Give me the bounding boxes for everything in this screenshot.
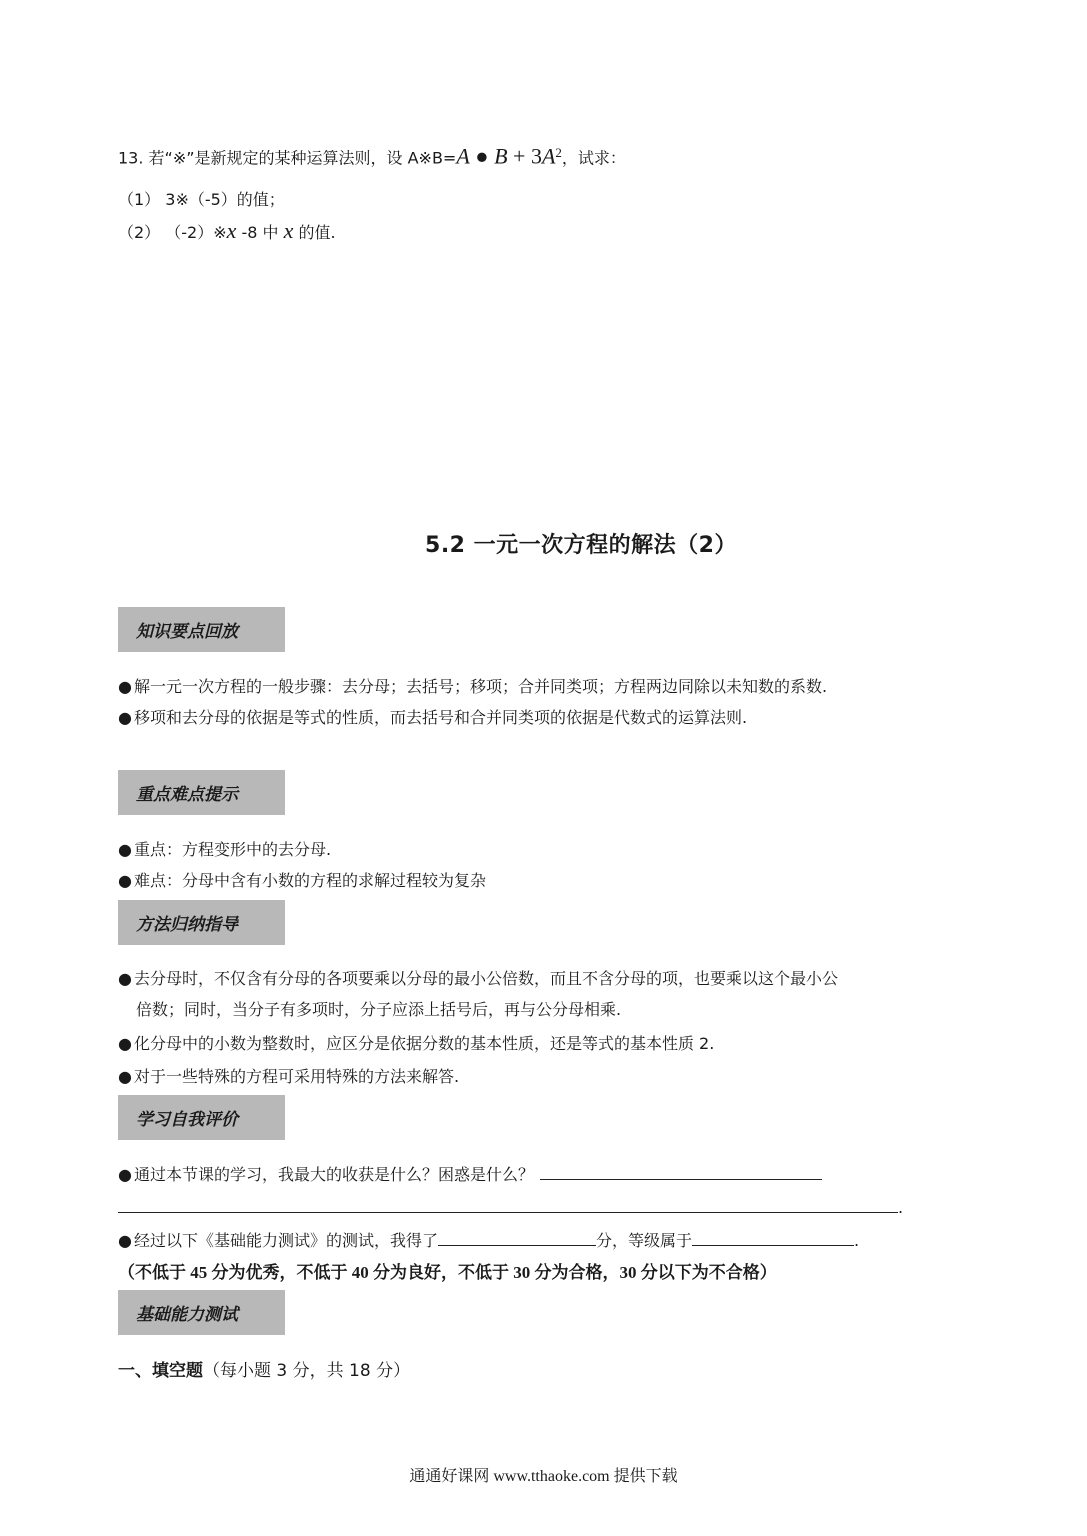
- q13-formula-dot: ●: [469, 143, 495, 169]
- knowledge-item-1: [118, 676, 827, 698]
- knowledge-item-2-text: 移项和去分母的依据是等式的性质，而去括号和合并同类项的依据是代数式的运算法则.: [133, 708, 748, 727]
- method-item-2: [118, 1033, 714, 1055]
- section-key-points: [118, 770, 285, 815]
- grade-blank[interactable]: [692, 1229, 854, 1246]
- method-item-3-text: 对于一些特殊的方程可采用特殊的方法来解答.: [133, 1067, 460, 1086]
- section-key-points-label: 重点难点提示: [136, 785, 238, 805]
- bullet-icon: ●: [118, 677, 132, 696]
- grading-criteria: （不低于 45 分为优秀，不低于 40 分为良好，不低于 30 分为合格，30 分以下为不合格）: [118, 1263, 777, 1282]
- method-item-1-cont: 倍数；同时，当分子有多项时，分子应添上括号后，再与公分母相乘.: [136, 1000, 622, 1019]
- method-item-3: [118, 1066, 459, 1088]
- section-self-eval-label: 学习自我评价: [136, 1110, 238, 1130]
- answer-line-end: .: [898, 1198, 904, 1217]
- fill-blank-heading: [118, 1360, 410, 1382]
- section-methods: [118, 900, 285, 945]
- method-item-2-text: 化分母中的小数为整数时，应区分是依据分数的基本性质，还是等式的基本性质 2.: [133, 1034, 715, 1053]
- bullet-icon: ●: [118, 708, 132, 727]
- q13-formula-a2: A: [541, 143, 556, 169]
- self-eval-q1: [118, 1163, 822, 1186]
- q13-formula-b: B: [494, 143, 508, 169]
- question-13-part-2: [118, 220, 336, 244]
- self-eval-q2-end: .: [854, 1231, 860, 1250]
- q13-formula-plus: + 3: [507, 143, 542, 169]
- key-item-1: [118, 839, 331, 861]
- knowledge-item-2: [118, 707, 747, 729]
- chapter-title: 5.2 一元一次方程的解法（2）: [425, 533, 737, 558]
- q13-part2-b: -8 中: [236, 223, 284, 242]
- section-basic-test-label: 基础能力测试: [136, 1305, 238, 1325]
- bullet-icon: ●: [118, 1034, 132, 1053]
- knowledge-item-1-text: 解一元一次方程的一般步骤：去分母；去括号；移项；合并同类项；方程两边同除以未知数的系数.: [133, 677, 828, 696]
- bullet-icon: ●: [118, 969, 132, 988]
- section-self-eval: [118, 1095, 285, 1140]
- self-eval-q1-text: 通过本节课的学习，我最大的收获是什么？困惑是什么？: [133, 1165, 534, 1184]
- score-blank[interactable]: [438, 1229, 596, 1246]
- q13-part2-x1: x: [226, 218, 237, 243]
- fill-blank-note: （每小题 3 分，共 18 分）: [203, 1361, 411, 1381]
- section-knowledge: [118, 607, 285, 652]
- section-methods-label: 方法归纳指导: [136, 915, 238, 935]
- bullet-icon: ●: [118, 1067, 132, 1086]
- question-13: [118, 142, 626, 169]
- self-eval-q2-text-a: 经过以下《基础能力测试》的测试，我得了: [133, 1231, 438, 1250]
- fill-blank-title: 一、填空题: [118, 1361, 203, 1381]
- q13-formula-exponent: 2: [555, 145, 562, 160]
- q13-prefix: 13. 若“※”是新规定的某种运算法则，设 A※B=: [118, 148, 457, 168]
- method-item-1: [118, 968, 838, 990]
- key-item-2: [118, 870, 486, 892]
- bullet-icon: ●: [118, 1231, 132, 1250]
- self-eval-answer-line: [118, 1196, 903, 1219]
- bullet-icon: ●: [118, 840, 132, 859]
- bullet-icon: ●: [118, 871, 132, 890]
- q13-part2-x2: x: [283, 218, 294, 243]
- q13-part2-c: 的值.: [293, 223, 336, 242]
- q13-formula-a: A: [456, 143, 470, 169]
- q13-suffix: ，试求：: [561, 148, 626, 168]
- self-eval-q2: [118, 1229, 859, 1252]
- section-knowledge-label: 知识要点回放: [136, 622, 238, 642]
- question-13-part-1: （1） 3※（-5）的值；: [118, 190, 285, 209]
- section-basic-test: [118, 1290, 285, 1335]
- answer-blank-2[interactable]: [118, 1196, 898, 1213]
- q13-part2-a: （2） （-2）※: [118, 223, 227, 242]
- method-item-1-text: 去分母时，不仅含有分母的各项要乘以分母的最小公倍数，而且不含分母的项，也要乘以这个最小公: [133, 969, 838, 988]
- bullet-icon: ●: [118, 1165, 132, 1184]
- page-footer: 通通好课网 www.tthaoke.com 提供下载: [409, 1468, 678, 1485]
- self-eval-q2-text-b: 分，等级属于: [595, 1231, 692, 1250]
- answer-blank-1[interactable]: [540, 1163, 822, 1180]
- key-item-1-text: 重点：方程变形中的去分母.: [133, 840, 332, 859]
- key-item-2-text: 难点：分母中含有小数的方程的求解过程较为复杂: [133, 871, 486, 890]
